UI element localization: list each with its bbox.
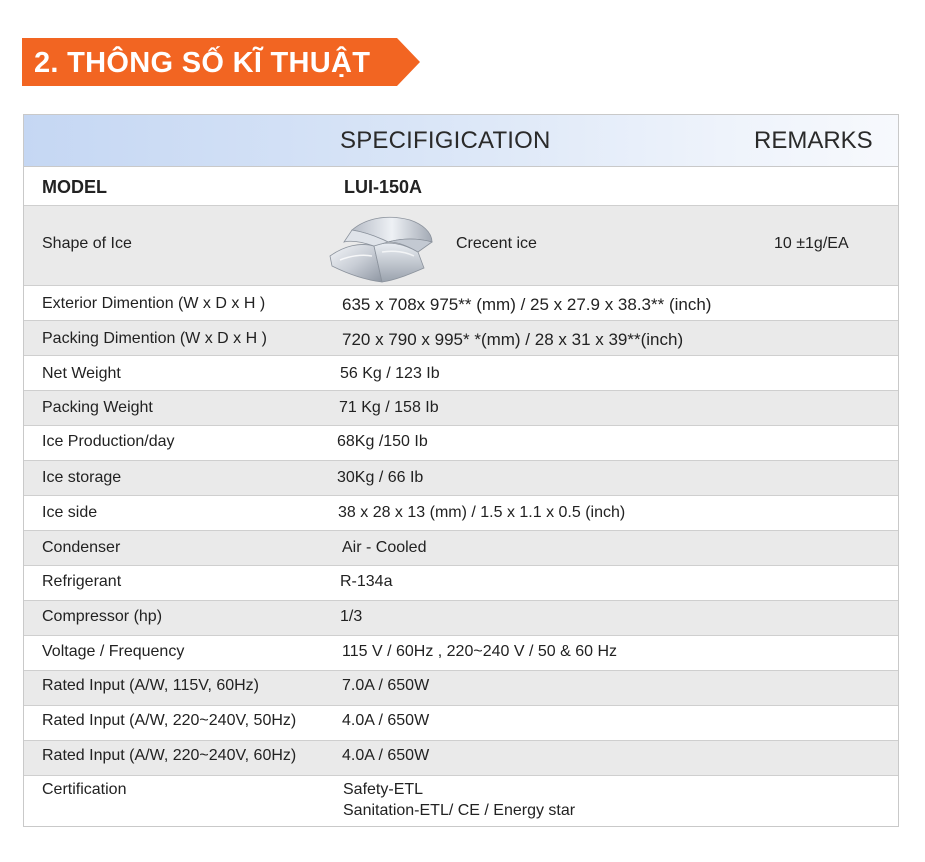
table-row xyxy=(24,356,898,390)
row-label: Rated Input (A/W, 220~240V, 60Hz) xyxy=(42,747,297,764)
row-value: 115 V / 60Hz , 220~240 V / 50 & 60 Hz xyxy=(342,643,617,660)
certification-line-2: Sanitation-ETL/ CE / Energy star xyxy=(343,802,576,819)
row-label: Ice side xyxy=(42,504,98,521)
header-specification: SPECIFIGICATION xyxy=(340,127,551,154)
table-row xyxy=(24,741,898,775)
table-row xyxy=(24,496,898,530)
section-banner xyxy=(22,38,420,86)
row-value: 7.0A / 650W xyxy=(342,677,430,694)
row-value: 71 Kg / 158 Ib xyxy=(339,399,439,416)
row-value: R-134a xyxy=(340,573,393,590)
row-label: Packing Dimention (W x D x H ) xyxy=(42,330,267,347)
row-label: Rated Input (A/W, 115V, 60Hz) xyxy=(42,677,260,694)
row-value: 1/3 xyxy=(340,608,363,625)
row-value: 56 Kg / 123 Ib xyxy=(340,365,440,382)
certification-row xyxy=(24,776,898,826)
row-label: Compressor (hp) xyxy=(42,608,163,625)
table-row xyxy=(24,601,898,635)
row-value: 720 x 790 x 995* *(mm) / 28 x 31 x 39**(inch) xyxy=(342,330,684,349)
row-label: Refrigerant xyxy=(42,573,122,590)
certification-line-1: Safety-ETL xyxy=(343,781,424,798)
table-row xyxy=(24,531,898,565)
row-label: Packing Weight xyxy=(42,399,153,416)
table-row xyxy=(24,706,898,740)
row-value: 30Kg / 66 Ib xyxy=(337,469,424,486)
row-label: Exterior Dimention (W x D x H ) xyxy=(42,295,266,312)
row-value: 38 x 28 x 13 (mm) / 1.5 x 1.1 x 0.5 (inch) xyxy=(338,504,626,521)
shape-row xyxy=(24,206,898,285)
table-row xyxy=(24,461,898,495)
spec-table xyxy=(23,114,899,827)
row-label: Condenser xyxy=(42,539,121,556)
shape-label: Shape of Ice xyxy=(42,235,132,252)
table-row xyxy=(24,566,898,600)
row-label: Voltage / Frequency xyxy=(42,643,185,660)
header-remarks: REMARKS xyxy=(754,127,873,154)
row-label: Rated Input (A/W, 220~240V, 50Hz) xyxy=(42,712,297,729)
row-label: Ice storage xyxy=(42,469,122,486)
model-row xyxy=(24,167,898,205)
section-title: 2. THÔNG SỐ KĨ THUẬT xyxy=(34,47,371,79)
model-value: LUI-150A xyxy=(344,177,423,197)
row-value: 4.0A / 650W xyxy=(342,712,430,729)
table-row xyxy=(24,671,898,705)
table-row xyxy=(24,286,898,320)
row-label: Net Weight xyxy=(42,365,121,382)
shape-value: Crecent ice xyxy=(456,235,537,252)
table-row xyxy=(24,636,898,670)
ice-cube-image xyxy=(322,212,438,284)
model-label: MODEL xyxy=(42,177,107,197)
table-row xyxy=(24,321,898,355)
row-value: 635 x 708x 975** (mm) / 25 x 27.9 x 38.3** (inch) xyxy=(342,295,712,314)
row-value: 68Kg /150 Ib xyxy=(337,433,428,450)
shape-remark: 10 ±1g/EA xyxy=(774,235,849,252)
certification-label: Certification xyxy=(42,781,127,798)
table-row xyxy=(24,391,898,425)
row-label: Ice Production/day xyxy=(42,433,175,450)
table-header xyxy=(24,115,898,167)
row-value: 4.0A / 650W xyxy=(342,747,430,764)
table-row xyxy=(24,426,898,460)
row-value: Air - Cooled xyxy=(342,539,427,556)
